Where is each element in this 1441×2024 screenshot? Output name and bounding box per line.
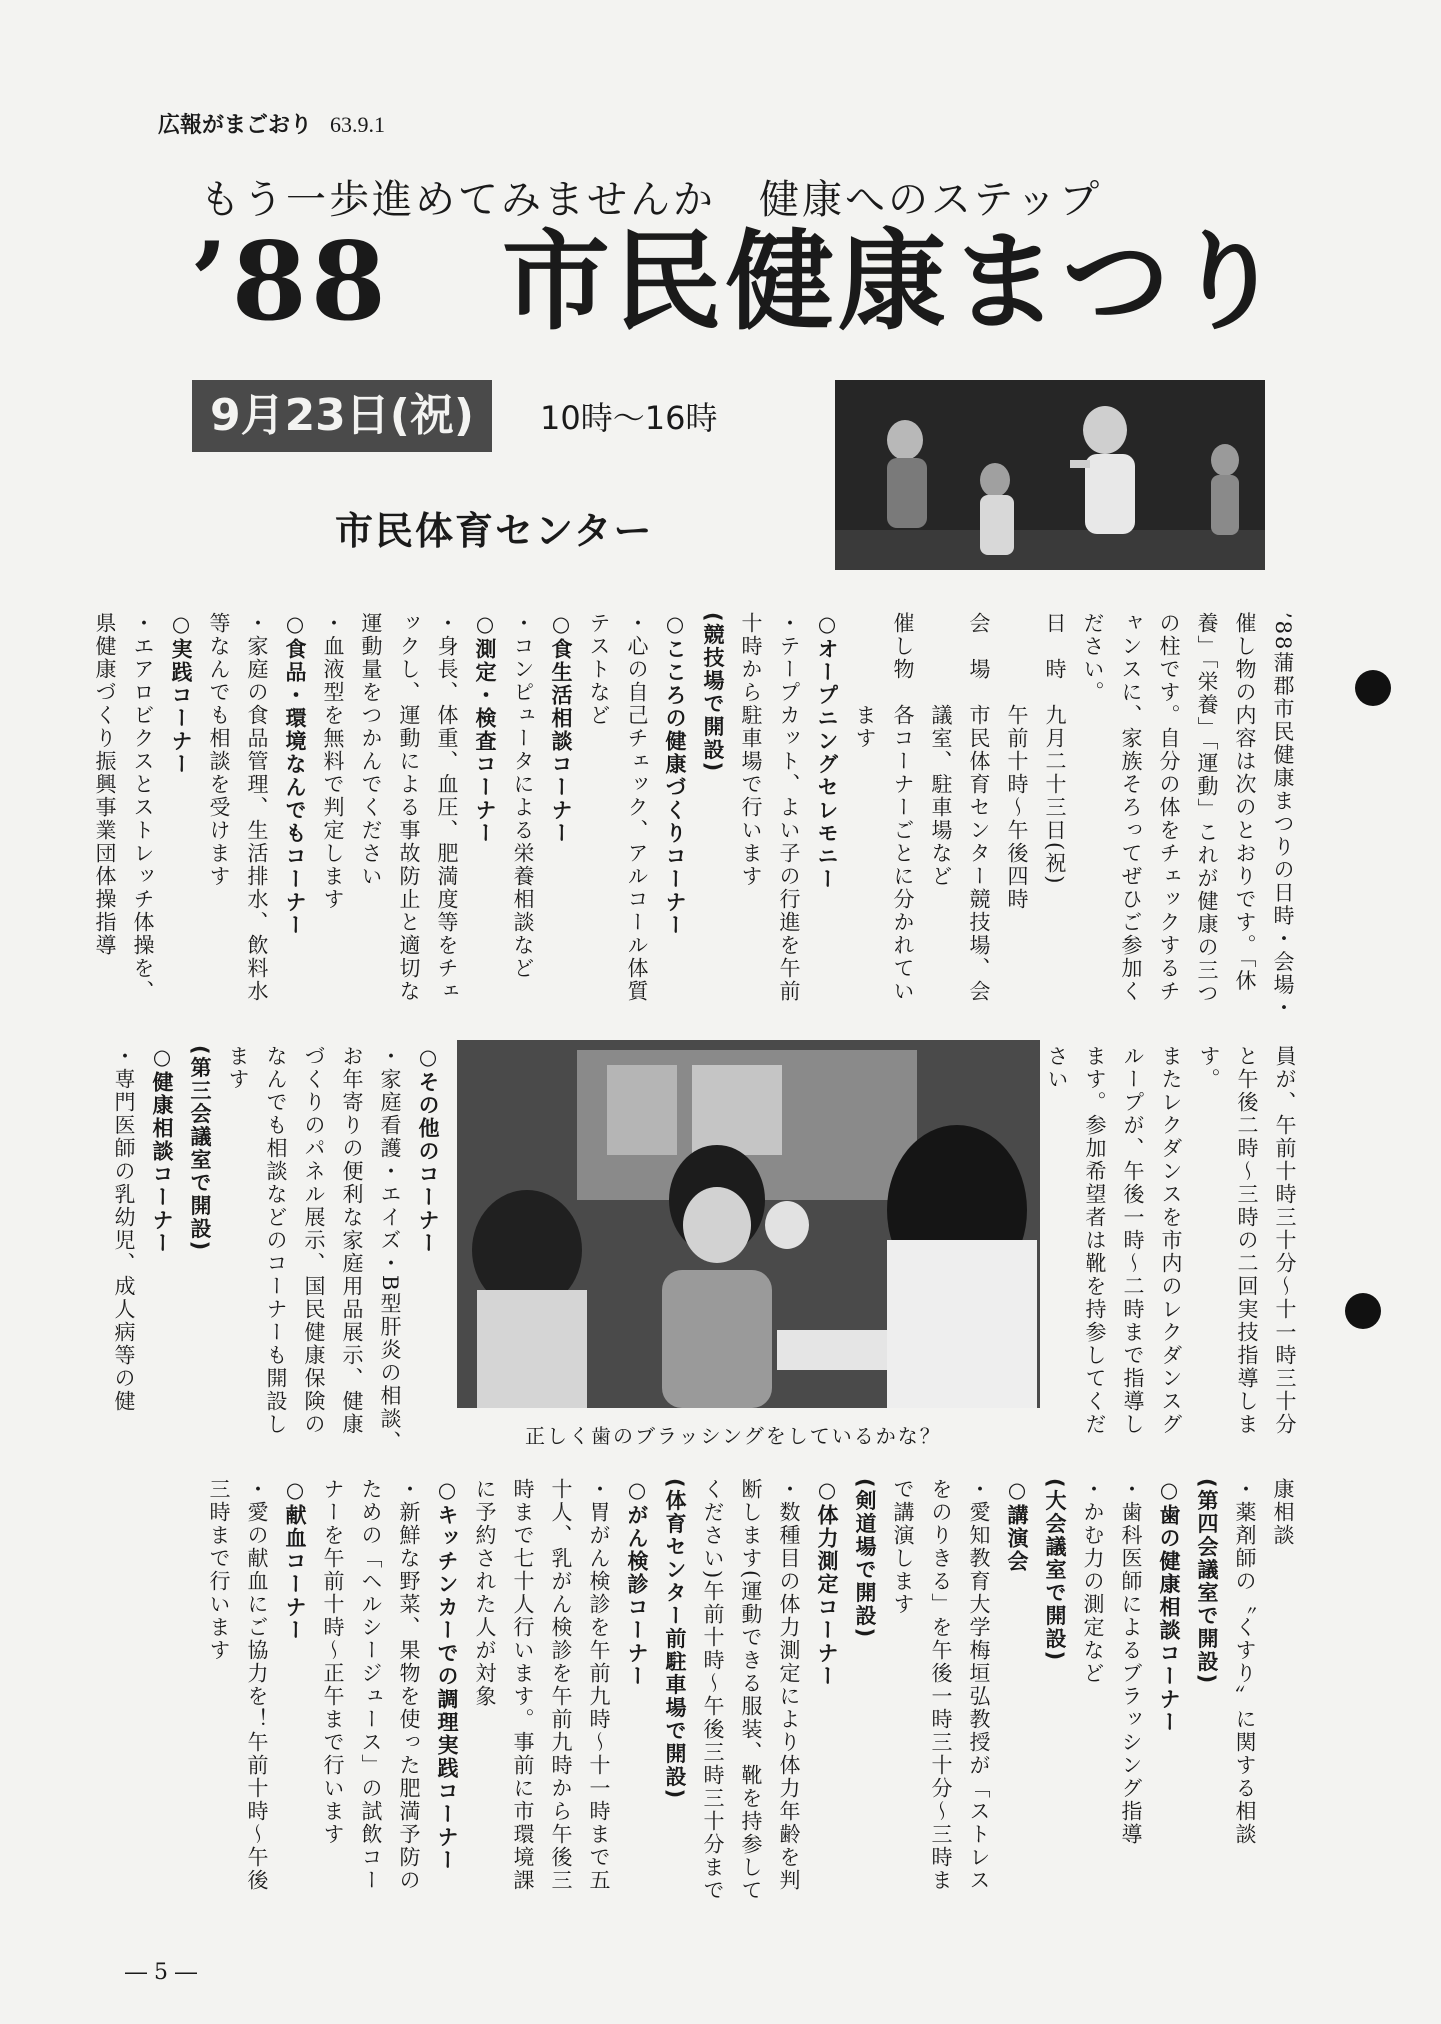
section-text: ・血液型を無料で判定します [321, 612, 345, 911]
section-heading: ○講演会 [1005, 1478, 1029, 1573]
photo-caption: 正しく歯のブラッシングをしているかな？ [525, 1424, 942, 1448]
section-text: ・愛の献血にご協力を！午前十時〜午後三時まで行います [207, 1478, 269, 1892]
section-heading: ○実践コーナー [169, 612, 193, 776]
section-text: ・胃がん検診を午前九時〜十一時まで五十人、乳がん検診を午前九時から午後三時まで七十人行います。事前に市環境課に予約された人が対象 [473, 1478, 611, 1892]
section-heading: ○健康相談コーナー [150, 1045, 174, 1255]
info-events: 催し物 各コーナーごとに分かれてい [891, 612, 915, 1003]
location-note: (体育センター前駐車場で開設) [663, 1478, 687, 1801]
info-time: 午前十時〜午後四時 [1005, 612, 1029, 911]
section-heading: ○体力測定コーナー [815, 1478, 839, 1688]
section-heading: ○その他のコーナー [416, 1045, 440, 1255]
dance-photo [835, 380, 1265, 570]
subtitle: もう一歩進めてみませんか 健康へのステップ [200, 177, 1103, 223]
section-heading: ○献血コーナー [283, 1478, 307, 1642]
article-block-middle-right [1045, 1045, 1304, 1455]
section-text: ・身長、体重、血圧、肥満度等をチェックし、運動による事故防止と適切な運動量をつかんでください [359, 612, 459, 1003]
section-heading: ○食品・環境なんでもコーナー [283, 612, 307, 937]
section-text: ・家庭の食品管理、生活排水、飲料水等なんでも相談を受けます [207, 612, 269, 1003]
publication-date: 63.9.1 [330, 112, 386, 137]
binding-hole-dot [1355, 670, 1391, 706]
page-title: ’88 市民健康まつり [190, 219, 1286, 345]
section-text: またレクダンスを市内のレクダンスグループが、午後一時〜二時まで指導します。参加希望者は靴を持参してください [1045, 1045, 1183, 1436]
section-text: ・心の自己チェック、アルコール体質テストなど [587, 612, 649, 1003]
section-heading: ○食生活相談コーナー [549, 612, 573, 845]
info-events-cont: ます [853, 612, 877, 750]
info-venue-cont: 議室、駐車場など [929, 612, 953, 888]
section-text: ・家庭看護・エイズ・B型肝炎の相談、お年寄りの便利な家庭用品展示、健康づくりのパネル展示、国民健康保険のなんでも相談などのコーナーも開設します [226, 1045, 402, 1454]
publication-name: 広報がまごおり [158, 113, 313, 138]
section-text: ・かむ力の測定など [1081, 1478, 1105, 1685]
section-text: ・専門医師の乳幼児、成人病等の健 [112, 1045, 136, 1413]
section-text: ・歯科医師によるブラッシング指導 [1119, 1478, 1143, 1846]
toothbrushing-photo [457, 1040, 1040, 1408]
location-note: (大会議室で開設) [1043, 1478, 1067, 1663]
section-heading: ○キッチンカーでの調理実践コーナー [435, 1478, 459, 1872]
section-text: 員が、午前十時三十分〜十一時三十分と午後二時〜三時の二回実技指導します。 [1197, 1045, 1297, 1436]
location-note: (第四会議室で開設) [1195, 1478, 1219, 1686]
section-text: ・愛知教育大学梅垣弘教授が「ストレスをのりきる」を午後一時三十分〜三時まで講演します [891, 1478, 991, 1892]
info-date: 日 時 九月二十三日(祝) [1043, 612, 1067, 886]
location-note: (剣道場で開設) [853, 1478, 877, 1640]
page-number: ― 5 ― [125, 1960, 197, 1985]
section-text: ・テープカット、よい子の行進を午前十時から駐車場で行います [739, 612, 801, 1003]
section-text: ・エアロビクスとストレッチ体操を、県健康づくり振興事業団体操指導 [93, 612, 155, 1003]
article-block-middle-left [112, 1045, 447, 1455]
section-text: ・新鮮な野菜、果物を使った肥満予防のための「ヘルシージュース」の試飲コーナーを午前十時〜正午まで行います [321, 1478, 421, 1892]
section-heading: ○がん検診コーナー [625, 1478, 649, 1688]
location-note: (競技場で開設) [701, 612, 725, 774]
section-text: ・数種目の体力測定により体力年齢を判断します(運動できる服装、靴を持参してください)午前十時〜午後三時三十分まで [701, 1478, 801, 1903]
intro-paragraph: ’88蒲郡市民健康まつりの日時・会場・催し物の内容は次のとおりです。「休養」「栄養」「運動」これが健康の三つの柱です。自分の体をチェックするチャンスに、家族そろってぜひご参加ください。 [1081, 612, 1295, 1020]
article-block-upper [93, 612, 1302, 1022]
location-note: (第三会議室で開設) [188, 1045, 212, 1253]
article-block-lower [152, 1478, 1302, 1908]
section-heading: ○測定・検査コーナー [473, 612, 497, 845]
event-time: 10時〜16時 [540, 399, 718, 437]
binding-hole-dot [1345, 1293, 1381, 1329]
event-date-badge: 9月23日(祝) [192, 380, 492, 452]
section-text: ・コンピュータによる栄養相談など [511, 612, 535, 980]
info-venue: 会 場 市民体育センター競技場、会 [967, 612, 991, 1003]
section-text: ・薬剤師の〝くすり〟に関する相談 [1233, 1478, 1257, 1846]
section-text: 康相談 [1271, 1478, 1295, 1547]
section-heading: ○オープニングセレモニー [815, 612, 839, 891]
publication-header [158, 108, 385, 139]
event-venue: 市民体育センター [335, 509, 654, 553]
section-heading: ○こころの健康づくりコーナー [663, 612, 687, 937]
section-heading: ○歯の健康相談コーナー [1157, 1478, 1181, 1734]
